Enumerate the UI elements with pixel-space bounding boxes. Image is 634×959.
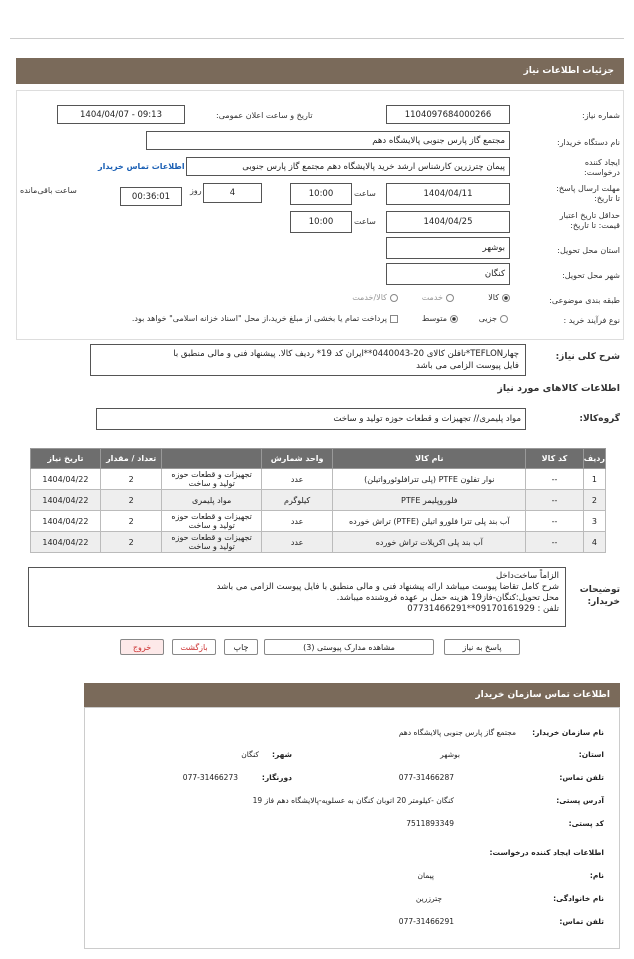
cell-group: مواد پلیمری: [162, 490, 261, 511]
col-header-code: کد کالا: [526, 449, 584, 469]
contact-frame: [84, 707, 620, 949]
buyer-org-field: مجتمع گاز پارس جنوبی پالایشگاه دهم: [146, 131, 510, 150]
contact-postal-label: کد پستی:: [568, 819, 604, 828]
buyer-contact-link[interactable]: اطلاعات تماس خریدار: [98, 162, 185, 171]
requester-label: ایجاد کننده درخواست:: [584, 158, 620, 177]
cell-date: 1404/04/22: [31, 469, 101, 490]
creator-family: چترزرین: [415, 894, 442, 903]
table-header-row: [31, 449, 606, 469]
reply-time-field: 10:00: [290, 183, 352, 205]
cell-code: --: [526, 490, 584, 511]
contact-province-label: استان:: [578, 750, 604, 759]
print-button[interactable]: چاپ: [224, 639, 258, 655]
exit-button[interactable]: خروج: [120, 639, 164, 655]
contact-city: کنگان: [241, 750, 259, 759]
payment-note[interactable]: پرداخت تمام یا بخشی از مبلغ خرید،از محل "اسناد خزانه اسلامی" خواهد بود.: [132, 314, 398, 323]
days-field: 4: [203, 183, 262, 203]
col-header-name: نام کالا: [333, 449, 526, 469]
cell-name: آب بند پلی تترا فلورو اتیلن (PTFE) تراش خورده: [333, 511, 526, 532]
contact-phone: 077-31466287: [398, 773, 454, 782]
back-button[interactable]: بازگشت: [172, 639, 216, 655]
remaining-label: ساعت باقی‌مانده: [20, 186, 77, 195]
cell-row: 2: [583, 490, 605, 511]
reply-button[interactable]: پاسخ به نیاز: [444, 639, 520, 655]
cell-qty: 2: [100, 469, 162, 490]
cell-row: 1: [583, 469, 605, 490]
contact-header: اطلاعات تماس سازمان خریدار: [84, 683, 620, 707]
validity-date-field: 1404/04/25: [386, 211, 510, 233]
reply-time-label: ساعت: [354, 189, 376, 198]
cell-group: تجهیزات و قطعات حوزه تولید و ساخت: [162, 469, 261, 490]
cell-qty: 2: [100, 490, 162, 511]
cell-name: آب بند پلی اکریلات تراش خورده: [333, 532, 526, 553]
radio-icon: [500, 315, 508, 323]
col-header-qty: تعداد / مقدار: [100, 449, 162, 469]
contact-address-label: آدرس پستی:: [556, 796, 604, 805]
creator-phone-label: تلفن تماس:: [559, 917, 604, 926]
buyer-notes-label: توضیحات خریدار:: [579, 585, 620, 607]
process-option-medium[interactable]: متوسط: [422, 314, 458, 323]
cell-unit: عدد: [261, 532, 333, 553]
cell-row: 4: [583, 532, 605, 553]
cell-date: 1404/04/22: [31, 532, 101, 553]
cell-code: --: [526, 532, 584, 553]
contact-org-label: نام سازمان خریدار:: [532, 728, 604, 737]
cell-unit: عدد: [261, 511, 333, 532]
announce-field: 1404/04/07 - 09:13: [57, 105, 185, 124]
city-field: کنگان: [386, 263, 510, 285]
cell-qty: 2: [100, 511, 162, 532]
radio-icon: [502, 294, 510, 302]
city-label: شهر محل تحویل:: [562, 271, 620, 280]
checkbox-icon: [390, 315, 398, 323]
reply-deadline-label: مهلت ارسال پاسخ: تا تاریخ:: [556, 184, 620, 203]
buyer-note-line: الزاماً ساخت‌داخل: [496, 571, 559, 581]
cat-option-service[interactable]: خدمت: [422, 293, 454, 302]
contact-fax-label: دورنگار:: [261, 773, 292, 782]
cell-group: تجهیزات و قطعات حوزه تولید و ساخت: [162, 511, 261, 532]
contact-org: مجتمع گاز پارس جنوبی پالایشگاه دهم: [398, 728, 516, 737]
table-row: [31, 469, 606, 490]
col-header-group: [162, 449, 261, 469]
province-label: استان محل تحویل:: [557, 246, 620, 255]
contact-city-label: شهر:: [272, 750, 292, 759]
general-desc-line-1: چهارTEFLON*تافلن کالای 20-0440043**ایران کد 19* ردیف کالا. پیشنهاد فنی و مالی منطبق با: [173, 349, 519, 359]
contact-address: کنگان -کیلومتر 20 اتوبان کنگان به عسلویه-پالایشگاه دهم فاز 19: [252, 796, 454, 805]
contact-phone-label: تلفن تماس:: [559, 773, 604, 782]
cell-date: 1404/04/22: [31, 511, 101, 532]
cell-code: --: [526, 469, 584, 490]
general-desc-label: شرح کلی نیاز:: [555, 352, 620, 362]
top-border: [10, 38, 624, 39]
contact-fax: 077-31466273: [182, 773, 238, 782]
cell-group: تجهیزات و قطعات حوزه تولید و ساخت: [162, 532, 261, 553]
radio-icon: [446, 294, 454, 302]
creator-family-label: نام خانوادگی:: [553, 894, 604, 903]
cell-date: 1404/04/22: [31, 490, 101, 511]
goods-info-title: اطلاعات کالاهای مورد نیاز: [497, 383, 620, 394]
process-option-minor[interactable]: جزیی: [479, 314, 508, 323]
cell-unit: کیلوگرم: [261, 490, 333, 511]
attachments-button[interactable]: مشاهده مدارک پیوستی (3): [264, 639, 434, 655]
general-desc-box: [90, 344, 526, 376]
days-label: روز: [190, 186, 202, 195]
col-header-date: تاریخ نیاز: [31, 449, 101, 469]
table-row: [31, 511, 606, 532]
requester-field: پیمان چترزرین کارشناس ارشد خرید پالایشگاه دهم مجتمع گاز پارس جنوبی: [186, 157, 510, 176]
validity-time-label: ساعت: [354, 217, 376, 226]
creator-title: اطلاعات ایجاد کننده درخواست:: [489, 848, 604, 857]
reply-date-field: 1404/04/11: [386, 183, 510, 205]
contact-postal: 7511893349: [406, 819, 454, 828]
general-desc-line-2: فایل پیوست الزامی می باشد: [416, 361, 519, 371]
creator-name-label: نام:: [589, 871, 604, 880]
need-number-label: شماره نیاز:: [582, 111, 620, 120]
need-number-field: 1104097684000266: [386, 105, 510, 124]
table-row: [31, 532, 606, 553]
items-table: [30, 448, 606, 553]
cell-code: --: [526, 511, 584, 532]
cell-unit: عدد: [261, 469, 333, 490]
radio-icon: [390, 294, 398, 302]
province-field: بوشهر: [386, 237, 510, 259]
cell-name: فلوروپلیمر PTFE: [333, 490, 526, 511]
table-row: [31, 490, 606, 511]
buyer-org-label: نام دستگاه خریدار:: [557, 138, 620, 147]
buyer-note-line: شرح کامل تقاضا پیوست میباشد ارائه پیشنهاد فنی و مالی منطبق با فایل پیوست الزامی می باشد: [216, 582, 559, 592]
page-header: جزئیات اطلاعات نیاز: [16, 58, 624, 84]
goods-group-label: گروه‌کالا:: [579, 414, 620, 424]
announce-label: تاریخ و ساعت اعلان عمومی:: [216, 111, 313, 120]
cat-option-goods[interactable]: کالا: [488, 293, 510, 302]
category-label: طبقه بندی موضوعی:: [549, 296, 620, 305]
cell-name: نوار تفلون PTFE (پلی تترافلوئورواتیلن): [333, 469, 526, 490]
goods-group-field: مواد پلیمری// تجهیزات و قطعات حوزه تولید و ساخت: [96, 408, 526, 430]
validity-time-field: 10:00: [290, 211, 352, 233]
creator-phone: 077-31466291: [398, 917, 454, 926]
remaining-time-field: 00:36:01: [120, 187, 182, 206]
cell-row: 3: [583, 511, 605, 532]
col-header-unit: واحد شمارش: [261, 449, 333, 469]
process-label: نوع فرآیند خرید :: [563, 316, 620, 325]
cat-option-both[interactable]: کالا/خدمت: [352, 293, 398, 302]
col-header-row: ردیف: [583, 449, 605, 469]
buyer-note-line: محل تحویل:کنگان-فاز19 هزینه حمل بر عهده فروشنده میباشد.: [336, 593, 559, 603]
buyer-notes-box: [28, 567, 566, 627]
radio-icon: [450, 315, 458, 323]
validity-label: حداقل تاریخ اعتبار قیمت: تا تاریخ:: [559, 211, 620, 230]
contact-province: بوشهر: [440, 750, 460, 759]
cell-qty: 2: [100, 532, 162, 553]
creator-name: پیمان: [417, 871, 434, 880]
buyer-note-line: تلفن : 09170161929**07731466291: [407, 604, 559, 614]
